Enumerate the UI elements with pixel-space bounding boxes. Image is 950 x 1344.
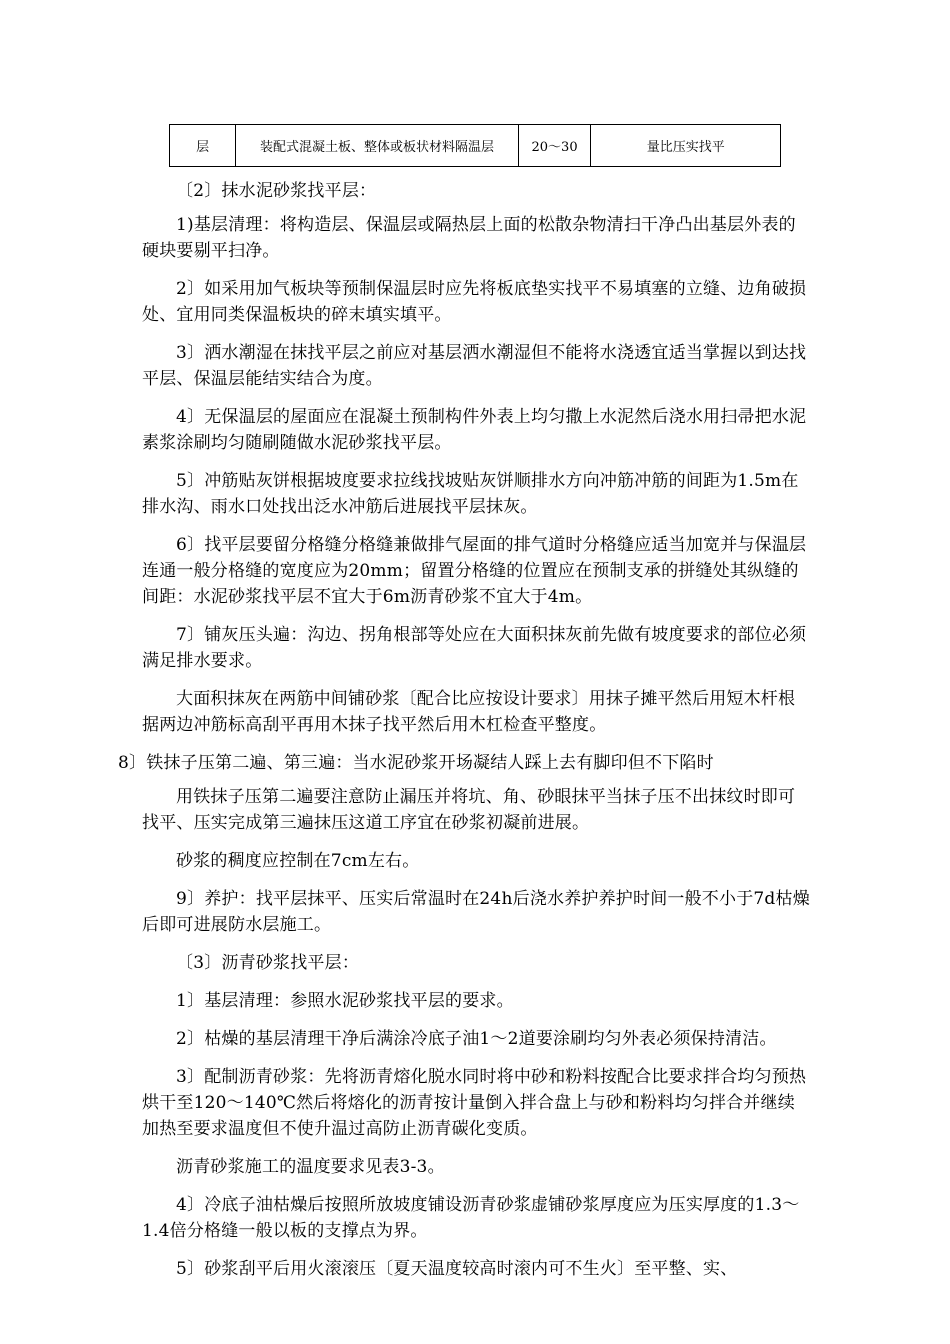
table-cell: 20～30	[518, 125, 591, 167]
paragraph: 用铁抹子压第二遍要注意防止漏压并将坑、角、砂眼抹平当抹子压不出抹纹时即可找平、压实完成第三遍抹压这道工序宜在砂浆初凝前进展。	[142, 787, 796, 833]
paragraph: 8〕铁抹子压第二遍、第三遍：当水泥砂浆开场凝结人踩上去有脚印但不下陷时	[118, 753, 714, 773]
paragraph: 4〕冷底子油枯燥后按照所放坡度铺设沥青砂浆虚铺砂浆厚度应为压实厚度的1.3～1.4倍分格缝一般以板的支撑点为界。	[142, 1195, 800, 1241]
paragraph: 5〕冲筋贴灰饼根据坡度要求拉线找坡贴灰饼顺排水方向冲筋冲筋的间距为1.5m在排水沟、雨水口处找出泛水冲筋后进展找平层抹灰。	[142, 471, 799, 517]
paragraph: 沥青砂浆施工的温度要求见表3-3。	[176, 1157, 445, 1177]
table-cell: 量比压实找平	[591, 125, 781, 167]
paragraph: 大面积抹灰在两筋中间铺砂浆〔配合比应按设计要求〕用抹子摊平然后用短木杆根据两边冲筋标高刮平再用木抹子找平然后用木杠检查平整度。	[142, 689, 796, 735]
section-heading: 〔2〕抹水泥砂浆找平层：	[176, 181, 377, 201]
body-text	[118, 178, 812, 1294]
paragraph: 9〕养护：找平层抹平、压实后常温时在24h后浇水养护养护时间一般不小于7d枯燥后即可进展防水层施工。	[142, 889, 810, 935]
paragraph: 3〕洒水潮湿在抹找平层之前应对基层洒水潮湿但不能将水浇透宜适当掌握以到达找平层、保温层能结实结合为度。	[142, 343, 807, 389]
paragraph: 4〕无保温层的屋面应在混凝土预制构件外表上均匀撒上水泥然后浇水用扫帚把水泥素浆涂刷均匀随刷随做水泥砂浆找平层。	[142, 407, 807, 453]
paragraph: 7〕铺灰压头遍：沟边、拐角根部等处应在大面积抹灰前先做有坡度要求的部位必须满足排水要求。	[142, 625, 807, 671]
paragraph: 1)基层清理：将构造层、保温层或隔热层上面的松散杂物清扫干净凸出基层外表的硬块要剔平扫净。	[142, 215, 796, 261]
table-cell: 装配式混凝土板、整体或板状材料隔温层	[236, 125, 518, 167]
paragraph: 1〕基层清理：参照水泥砂浆找平层的要求。	[176, 991, 514, 1011]
table-cell: 层	[170, 125, 236, 167]
section-heading: 〔3〕沥青砂浆找平层：	[176, 953, 360, 973]
paragraph: 6〕找平层要留分格缝分格缝兼做排气屋面的排气道时分格缝应适当加宽并与保温层连通一般分格缝的宽度应为20mm；留置分格缝的位置应在预制支承的拼缝处其纵缝的间距：水泥砂浆找平层不宜大于6m沥青砂浆不宜大于4m。	[142, 535, 807, 607]
paragraph: 2〕枯燥的基层清理干净后满涂冷底子油1～2道要涂刷均匀外表必须保持清洁。	[176, 1029, 777, 1049]
paragraph: 5〕砂浆刮平后用火滚滚压〔夏天温度较高时滚内可不生火〕至平整、实、	[176, 1259, 738, 1279]
paragraph: 砂浆的稠度应控制在7cm左右。	[176, 851, 420, 871]
paragraph: 3〕配制沥青砂浆：先将沥青熔化脱水同时将中砂和粉料按配合比要求拌合均匀预热烘干至120～140℃然后将熔化的沥青按计量倒入拌合盘上与砂和粉料均匀拌合并继续加热至要求温度但不使升温过高防止沥青碳化变质。	[142, 1067, 807, 1139]
table-row	[170, 125, 781, 167]
spec-table	[169, 124, 781, 167]
paragraph: 2〕如采用加气板块等预制保温层时应先将板底垫实找平不易填塞的立缝、边角破损处、宜用同类保温板块的碎末填实填平。	[142, 279, 807, 325]
